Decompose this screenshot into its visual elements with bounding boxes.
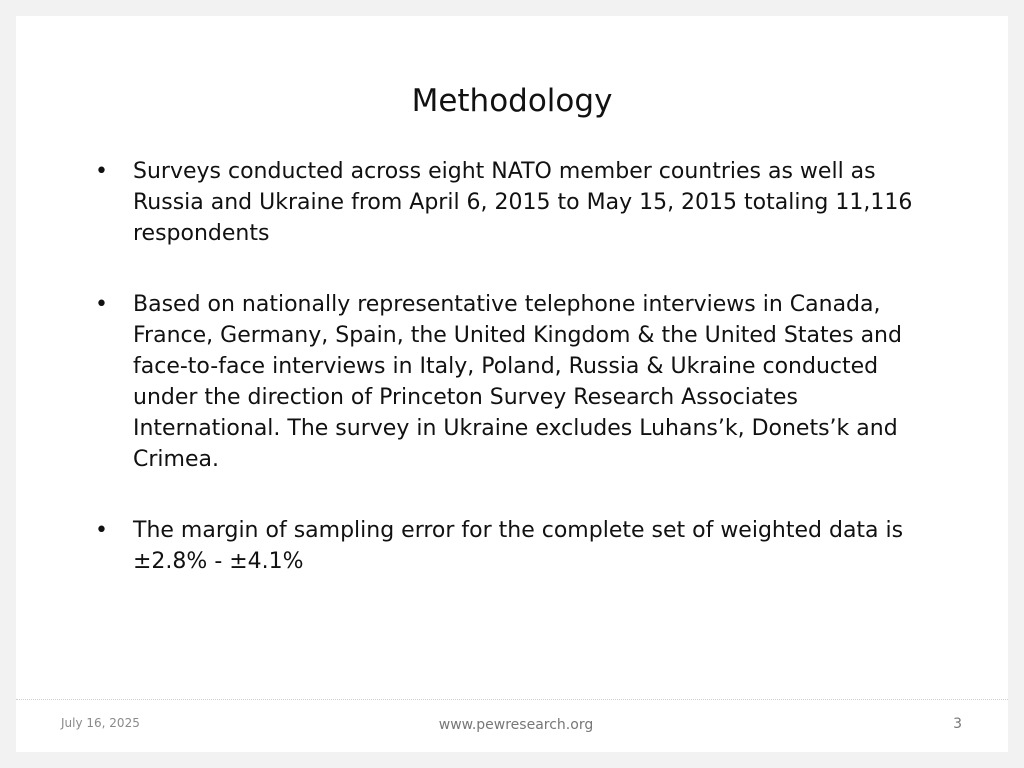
- slide: [16, 16, 1008, 752]
- bullet-icon: •: [95, 292, 108, 317]
- footer-divider: [16, 699, 1008, 700]
- bullet-text: Surveys conducted across eight NATO member countries as well as Russia and Ukraine from April 6, 2015 to May 15, 2015 totaling 11,116 respondents: [133, 159, 913, 246]
- bullet-text: The margin of sampling error for the complete set of weighted data is ±2.8% - ±4.1%: [133, 518, 904, 574]
- slide-title: Methodology: [411, 83, 613, 119]
- footer-date: July 16, 2025: [61, 716, 140, 730]
- bullet-icon: •: [95, 518, 108, 543]
- bullet-item: [95, 156, 925, 249]
- bullet-item: [95, 289, 925, 475]
- bullet-icon: •: [95, 159, 108, 184]
- bullet-list: [95, 156, 925, 617]
- page-number: 3: [953, 716, 962, 732]
- bullet-item: [95, 515, 925, 577]
- bullet-text: Based on nationally representative telephone interviews in Canada, France, Germany, Spain, the United Kingdom & the United States and face-to-face interviews in Italy, Poland, Russia & Ukraine conducted under the direction of Princeton Survey Research Associates International. The survey in Ukraine excludes Luhans’k, Donets’k and Crimea.: [133, 292, 902, 472]
- footer-url[interactable]: www.pewresearch.org: [438, 717, 594, 733]
